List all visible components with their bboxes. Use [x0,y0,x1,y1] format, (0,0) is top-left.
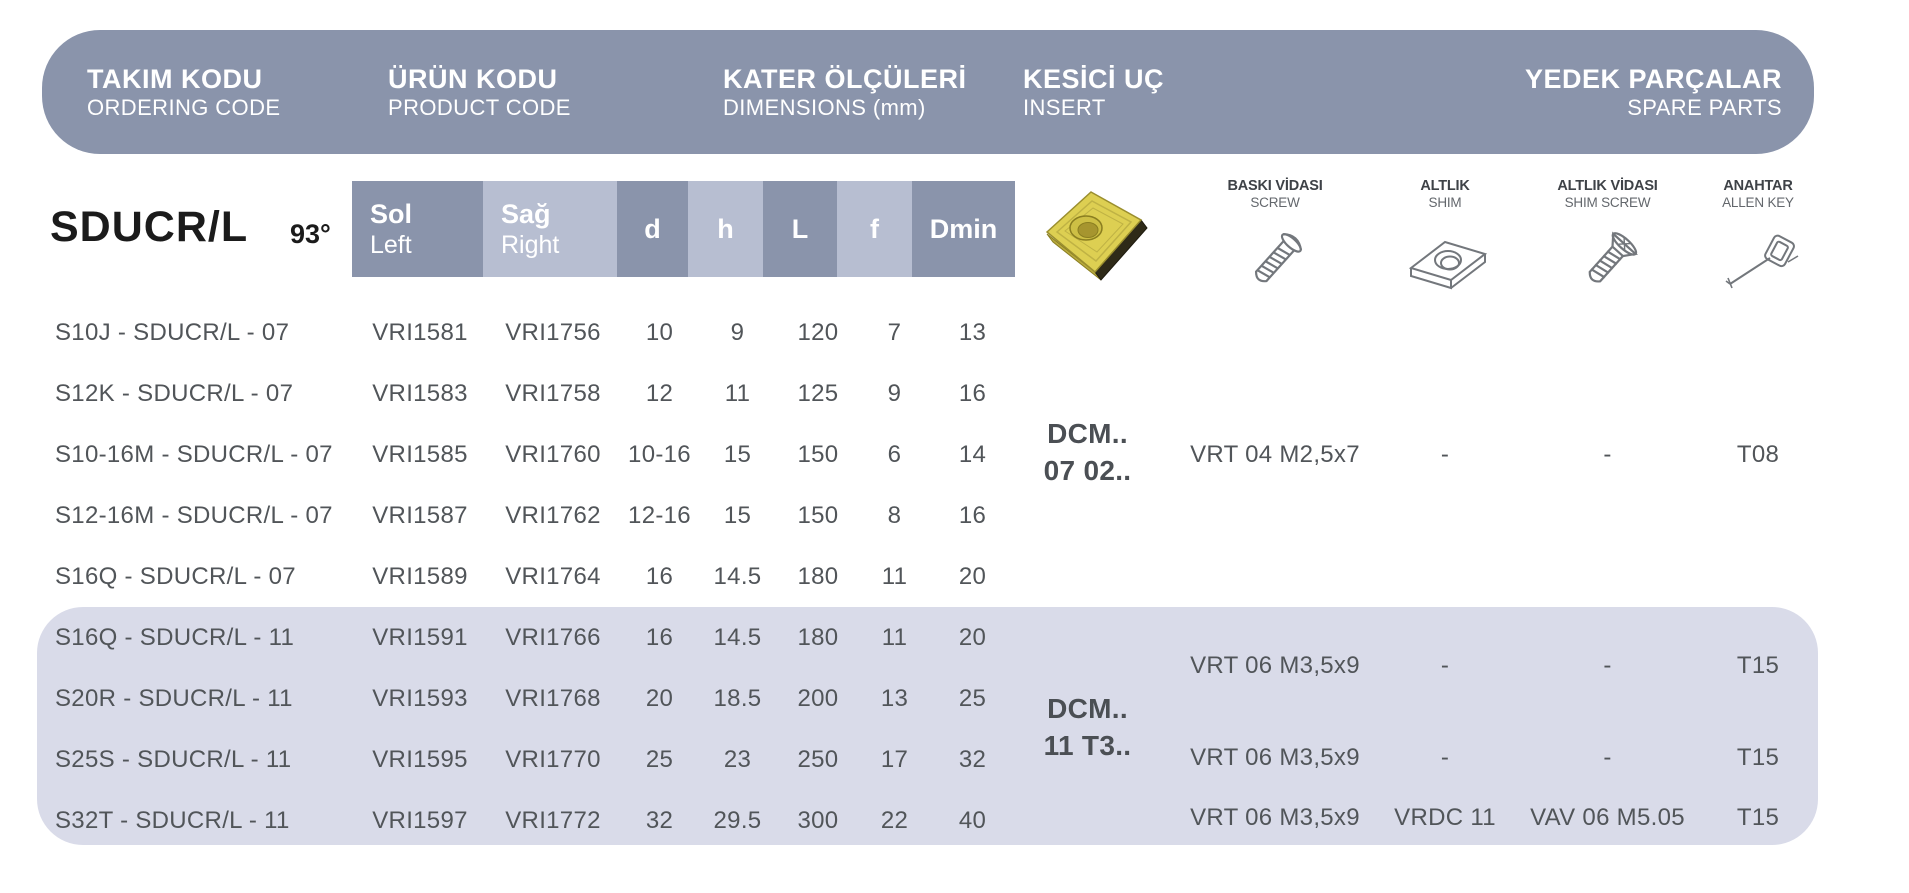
spare-parts-row [0,650,1909,682]
dim-d: 12-16 [628,502,691,529]
shim-screw-code: VAV 06 M5.05 [1530,804,1685,831]
left-code: VRI1593 [372,685,468,712]
ordering-code: S16Q - SDUCR/L - 11 [55,624,295,651]
shim-screw-code: - [1603,744,1612,771]
shim-screw-code: - [1603,441,1612,468]
screw-code: VRT 06 M3,5x9 [1190,744,1360,771]
ordering-code: S10-16M - SDUCR/L - 07 [55,441,333,468]
left-code: VRI1583 [372,380,468,407]
screw-code: VRT 06 M3,5x9 [1190,652,1360,679]
shim-code: - [1440,744,1450,771]
header-title: KESİCİ UÇ [1023,63,1165,94]
dim-h: 29.5 [713,807,762,834]
shim-code: VRDC 11 [1394,804,1496,831]
shim-code: - [1440,652,1450,679]
header-product-code [388,30,571,154]
dim-dmin: 13 [958,319,987,346]
column-header-right [483,181,617,277]
dim-L: 250 [797,746,839,773]
table-row [0,317,1909,349]
dim-d: 20 [645,685,674,712]
dim-dmin: 32 [958,746,987,773]
screw-code: VRT 04 M2,5x7 [1190,441,1360,468]
right-code: VRI1766 [505,624,601,651]
allen-key-code: T15 [1736,804,1780,831]
right-code: VRI1760 [505,441,601,468]
header-dimensions [723,30,967,154]
screw-icon [1238,224,1314,296]
label-sol: Sol [370,199,413,229]
right-code: VRI1756 [505,319,601,346]
dim-d: 10 [645,319,674,346]
dim-L: 150 [797,441,839,468]
header-subtitle: SPARE PARTS [1627,94,1782,120]
header-bar [42,30,1814,154]
label-allen-key: ALLEN KEY [1722,195,1794,210]
dim-h: 14.5 [713,624,762,651]
table-row [0,683,1909,715]
table-row [0,378,1909,410]
label-right: Right [501,231,560,259]
dim-dmin: 14 [958,441,987,468]
header-title: KATER ÖLÇÜLERİ [723,63,967,94]
right-code: VRI1772 [505,807,601,834]
column-header-h: h [688,181,763,277]
header-subtitle: ORDERING CODE [87,94,281,120]
label-screw: SCREW [1250,195,1300,210]
spare-parts-row [0,439,1909,471]
header-title: ÜRÜN KODU [388,63,558,94]
dim-dmin: 16 [958,380,987,407]
tool-angle: 93° [290,219,331,249]
right-code: VRI1768 [505,685,601,712]
spare-parts-row [0,742,1909,774]
insert-code-line: 07 02.. [1043,455,1132,486]
table-row [0,500,1909,532]
dim-L: 300 [797,807,839,834]
shim-screw-code: - [1603,652,1612,679]
shim-icon [1405,236,1491,292]
label-altlik: ALTLIK [1420,178,1470,194]
header-subtitle: PRODUCT CODE [388,94,571,120]
dim-h: 15 [723,502,752,529]
dim-dmin: 16 [958,502,987,529]
shim-screw-icon [1572,228,1646,294]
dim-dmin: 20 [958,624,987,651]
left-code: VRI1587 [372,502,468,529]
header-subtitle: INSERT [1023,94,1106,120]
insert-code-line: 11 T3.. [1043,730,1132,761]
ordering-code: S25S - SDUCR/L - 11 [55,746,292,773]
label-anahtar: ANAHTAR [1723,178,1793,194]
label-altlik-vidasi: ALTLIK VİDASI [1557,178,1658,194]
dim-dmin: 20 [958,563,987,590]
header-insert [1023,30,1164,154]
dim-f: 11 [881,563,908,590]
ordering-code: S10J - SDUCR/L - 07 [55,319,290,346]
right-code: VRI1762 [505,502,601,529]
ordering-code: S12K - SDUCR/L - 07 [55,380,294,407]
dim-h: 14.5 [713,563,762,590]
dim-L: 125 [797,380,839,407]
table-row [0,561,1909,593]
header-title: TAKIM KODU [87,63,263,94]
column-header-L: L [763,181,837,277]
dim-d: 10-16 [628,441,691,468]
header-subtitle: DIMENSIONS (mm) [723,94,926,120]
right-code: VRI1764 [505,563,601,590]
shim-code: - [1440,441,1450,468]
left-code: VRI1595 [372,746,468,773]
spare-header-allen-key [1700,178,1816,211]
page-title: SDUCR/L [50,203,249,251]
insert-photo [1035,182,1157,294]
column-header-d: d [617,181,688,277]
dim-f: 13 [880,685,909,712]
header-title: YEDEK PARÇALAR [1524,63,1782,94]
dim-h: 18.5 [713,685,762,712]
label-shim-screw: SHIM SCREW [1564,195,1651,210]
dim-f: 17 [880,746,909,773]
left-code: VRI1585 [372,441,468,468]
screw-code: VRT 06 M3,5x9 [1190,804,1360,831]
right-code: VRI1758 [505,380,601,407]
label-shim: SHIM [1428,195,1462,210]
dim-f: 7 [887,319,902,346]
dim-h: 11 [724,380,751,407]
dim-d: 16 [645,624,674,651]
insert-code-line: DCM.. [1047,418,1128,449]
dim-f: 11 [881,624,908,651]
dim-f: 9 [887,380,902,407]
dim-d: 25 [645,746,674,773]
allen-key-icon [1722,232,1802,292]
left-code: VRI1597 [372,807,468,834]
header-ordering-code [87,30,280,154]
dim-dmin: 25 [958,685,987,712]
label-baski-vidasi: BASKI VİDASI [1227,178,1323,194]
left-code: VRI1591 [372,624,468,651]
dim-h: 15 [723,441,752,468]
allen-key-code: T15 [1736,744,1780,771]
allen-key-code: T15 [1736,652,1780,679]
dim-dmin: 40 [958,807,987,834]
spare-parts-row [0,802,1909,834]
allen-key-code: T08 [1736,441,1780,468]
ordering-code: S32T - SDUCR/L - 11 [55,807,290,834]
label-sag: Sağ [501,199,551,229]
column-header-dmin: Dmin [912,181,1015,277]
right-code: VRI1770 [505,746,601,773]
left-code: VRI1581 [372,319,468,346]
dim-L: 120 [797,319,839,346]
spare-header-screw [1185,178,1365,211]
dim-d: 32 [645,807,674,834]
column-header-left [352,181,483,277]
dim-f: 8 [887,502,902,529]
dim-d: 12 [645,380,674,407]
dim-L: 150 [797,502,839,529]
ordering-code: S12-16M - SDUCR/L - 07 [55,502,333,529]
ordering-code: S20R - SDUCR/L - 11 [55,685,293,712]
label-left: Left [370,231,412,259]
spare-header-shim [1365,178,1525,211]
left-code: VRI1589 [372,563,468,590]
dim-h: 23 [723,746,752,773]
dim-L: 180 [797,563,839,590]
column-header-f: f [837,181,912,277]
dim-L: 180 [797,624,839,651]
spare-header-shim-screw [1520,178,1695,211]
dim-f: 22 [880,807,909,834]
ordering-code: S16Q - SDUCR/L - 07 [55,563,296,590]
dim-h: 9 [730,319,745,346]
dim-f: 6 [887,441,902,468]
insert-code-line: DCM.. [1047,693,1128,724]
dim-d: 16 [645,563,674,590]
header-spare-parts [1525,30,1782,154]
dim-L: 200 [797,685,839,712]
